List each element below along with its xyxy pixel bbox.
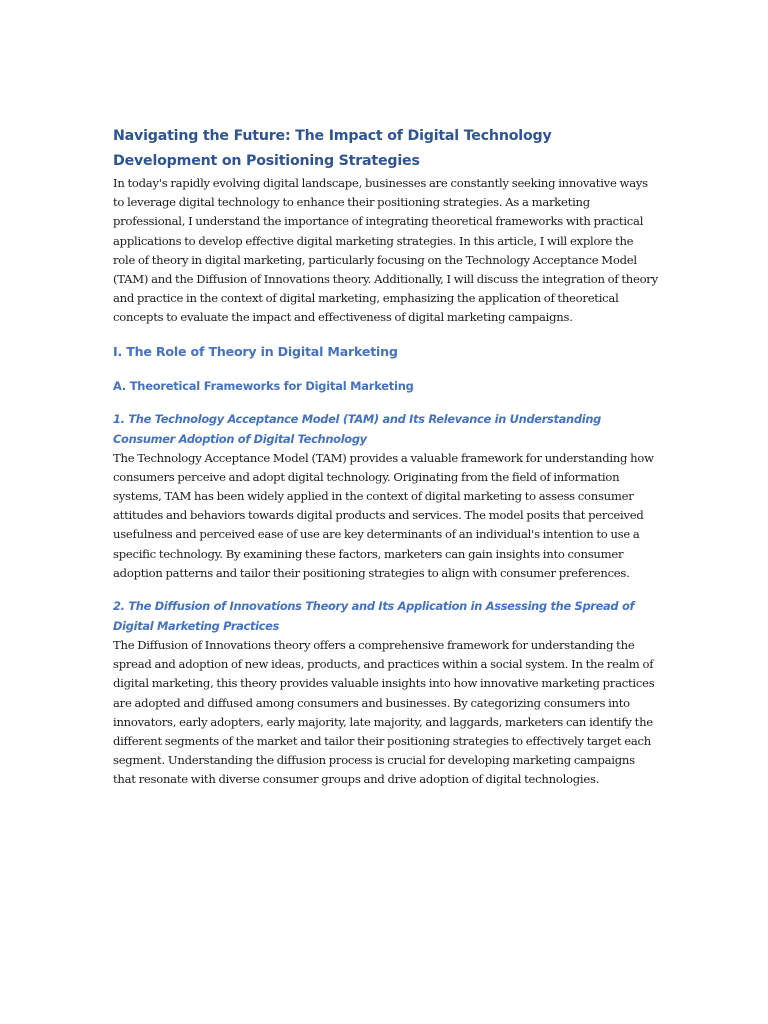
item-heading-diffusion: 2. The Diffusion of Innovations Theory and Its Application in Assessing the Spread of Digital Marketing Practices bbox=[113, 599, 635, 634]
section-heading-role-of-theory: I. The Role of Theory in Digital Marketing bbox=[113, 343, 398, 359]
document-title: Navigating the Future: The Impact of Digital Technology Development on Positioning Strategies bbox=[113, 128, 552, 169]
tam-paragraph: The Technology Acceptance Model (TAM) provides a valuable framework for understanding how consumers perceive and adopt digital technology. Originating from the field of information systems, TAM has been widely applied in the context of digital marketing to assess consumer attitudes and behaviors towards digital products and services. The model posits that perceived usefulness and perceived ease of use are key determinants of an individual's intention to use a specific technology. By examining these factors, marketers can gain insights into consumer adoption patterns and tailor their positioning strategies to align with consumer preferences. bbox=[113, 450, 654, 580]
item-heading-tam: 1. The Technology Acceptance Model (TAM) and Its Relevance in Understanding Consumer Adoption of Digital Technology bbox=[113, 411, 601, 446]
intro-paragraph: In today's rapidly evolving digital landscape, businesses are constantly seeking innovative ways to leverage digital technology to enhance their positioning strategies. As a marketing professional, I understand the importance of integrating theoretical frameworks with practical applications to develop effective digital marketing strategies. In this article, I will explore the role of theory in digital marketing, particularly focusing on the Technology Acceptance Model (TAM) and the Diffusion of Innovations theory. Additionally, I will discuss the integration of theory and practice in the context of digital marketing, emphasizing the application of theoretical concepts to evaluate the impact and effectiveness of digital marketing campaigns. bbox=[113, 176, 658, 325]
subsection-heading-theoretical-frameworks: A. Theoretical Frameworks for Digital Marketing bbox=[113, 378, 414, 393]
diffusion-paragraph: The Diffusion of Innovations theory offers a comprehensive framework for understanding the spread and adoption of new ideas, products, and practices within a social system. In the realm of digital marketing, this theory provides valuable insights into how innovative marketing practices are adopted and diffused among consumers and businesses. By categorizing consumers into innovators, early adopters, early majority, late majority, and laggards, marketers can identify the different segments of the market and tailor their positioning strategies to effectively target each segment. Understanding the diffusion process is crucial for developing marketing campaigns that resonate with diverse consumer groups and drive adoption of digital technologies. bbox=[113, 638, 655, 787]
document-content bbox=[113, 124, 658, 790]
